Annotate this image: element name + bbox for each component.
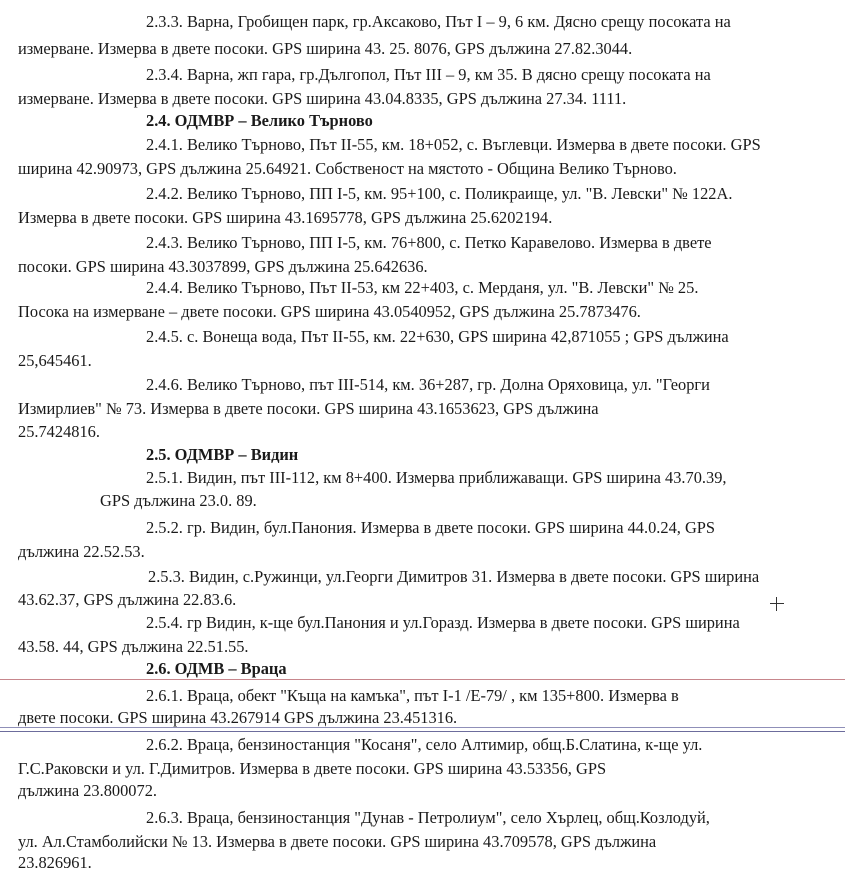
paragraph-2-6-2-line-2: Г.С.Раковски и ул. Г.Димитров. Измерва в двете посоки. GPS ширина 43.53356, GPS	[18, 759, 607, 778]
scan-divider-blue	[0, 727, 845, 728]
paragraph-2-5-2-line-1: 2.5.2. гр. Видин, бул.Панония. Измерва в двете посоки. GPS ширина 44.0.24, GPS	[146, 518, 716, 537]
paragraph-2-4-2-line-2: Измерва в двете посоки. GPS ширина 43.1695778, GPS дължина 25.6202194.	[18, 208, 553, 227]
crosshair-cursor-icon	[770, 597, 784, 611]
paragraph-2-4-4-line-1: 2.4.4. Велико Търново, Път II-53, км 22+403, с. Мерданя, ул. "В. Левски" № 25.	[146, 278, 699, 297]
paragraph-2-6-3-line-2: ул. Ал.Стамболийски № 13. Измерва в двете посоки. GPS ширина 43.709578, GPS дължина	[18, 832, 657, 851]
paragraph-2-5-3-line-1: 2.5.3. Видин, с.Ружинци, ул.Георги Димитров 31. Измерва в двете посоки. GPS ширина	[148, 567, 760, 586]
paragraph-2-5-4-line-1: 2.5.4. гр Видин, к-ще бул.Панония и ул.Горазд. Измерва в двете посоки. GPS ширина	[146, 613, 740, 632]
paragraph-2-4-6-line-1: 2.4.6. Велико Търново, път III-514, км. 36+287, гр. Долна Оряховица, ул. "Георги	[146, 375, 710, 394]
paragraph-2-3-4-line-1: 2.3.4. Варна, жп гара, гр.Дългопол, Път III – 9, км 35. В дясно срещу посоката на	[146, 65, 711, 84]
paragraph-2-4-6-line-3: 25.7424816.	[18, 422, 100, 441]
scan-divider-red	[0, 679, 845, 680]
paragraph-2-4-3-line-2: посоки. GPS ширина 43.3037899, GPS дължина 25.642636.	[18, 257, 428, 276]
paragraph-2-4-6-line-2: Измирлиев" № 73. Измерва в двете посоки. GPS ширина 43.1653623, GPS дължина	[18, 399, 599, 418]
paragraph-2-4-1-line-2: ширина 42.90973, GPS дължина 25.64921. Собственост на мястото - Община Велико Търново.	[18, 159, 677, 178]
section-heading-2-6: 2.6. ОДМВ – Враца	[146, 659, 287, 678]
paragraph-2-4-5-line-2: 25,645461.	[18, 351, 92, 370]
paragraph-2-4-3-line-1: 2.4.3. Велико Търново, ПП I-5, км. 76+800, с. Петко Каравелово. Измерва в двете	[146, 233, 712, 252]
paragraph-2-4-4-line-2: Посока на измерване – двете посоки. GPS ширина 43.0540952, GPS дължина 25.7873476.	[18, 302, 641, 321]
paragraph-2-6-3-line-1: 2.6.3. Враца, бензиностанция "Дунав - Петролиум", село Хърлец, общ.Козлодуй,	[146, 808, 710, 827]
paragraph-2-4-2-line-1: 2.4.2. Велико Търново, ПП I-5, км. 95+100, с. Поликраище, ул. "В. Левски" № 122А.	[146, 184, 733, 203]
paragraph-2-6-3-line-3: 23.826961.	[18, 853, 92, 872]
section-heading-2-5: 2.5. ОДМВР – Видин	[146, 445, 299, 464]
paragraph-2-5-1-line-1: 2.5.1. Видин, път III-112, км 8+400. Измерва приближаващи. GPS ширина 43.70.39,	[146, 468, 727, 487]
paragraph-2-3-4-line-2: измерване. Измерва в двете посоки. GPS ширина 43.04.8335, GPS дължина 27.34. 1111.	[18, 89, 627, 108]
paragraph-2-5-4-line-2: 43.58. 44, GPS дължина 22.51.55.	[18, 637, 249, 656]
section-heading-2-4: 2.4. ОДМВР – Велико Търново	[146, 111, 373, 130]
paragraph-2-6-1-line-2: двете посоки. GPS ширина 43.267914 GPS дължина 23.451316.	[18, 708, 458, 727]
paragraph-2-5-1-line-2: GPS дължина 23.0. 89.	[100, 491, 257, 510]
paragraph-2-6-1-line-1: 2.6.1. Враца, обект "Къща на камъка", път I-1 /Е-79/ , км 135+800. Измерва в	[146, 686, 679, 705]
paragraph-2-5-2-line-2: дължина 22.52.53.	[18, 542, 145, 561]
scan-divider-blue-dark	[0, 731, 845, 732]
paragraph-2-5-3-line-2: 43.62.37, GPS дължина 22.83.6.	[18, 590, 237, 609]
paragraph-2-4-1-line-1: 2.4.1. Велико Търново, Път II-55, км. 18+052, с. Въглевци. Измерва в двете посоки. GPS	[146, 135, 761, 154]
paragraph-2-3-3-line-2: измерване. Измерва в двете посоки. GPS ширина 43. 25. 8076, GPS дължина 27.82.3044.	[18, 39, 633, 58]
paragraph-2-3-3-line-1: 2.3.3. Варна, Гробищен парк, гр.Аксаково, Път I – 9, 6 км. Дясно срещу посоката на	[146, 12, 731, 31]
paragraph-2-6-2-line-1: 2.6.2. Враца, бензиностанция "Косаня", село Алтимир, общ.Б.Слатина, к-ще ул.	[146, 735, 703, 754]
paragraph-2-6-2-line-3: дължина 23.800072.	[18, 781, 157, 800]
paragraph-2-4-5-line-1: 2.4.5. с. Вонеща вода, Път II-55, км. 22+630, GPS ширина 42,871055 ; GPS дължина	[146, 327, 729, 346]
